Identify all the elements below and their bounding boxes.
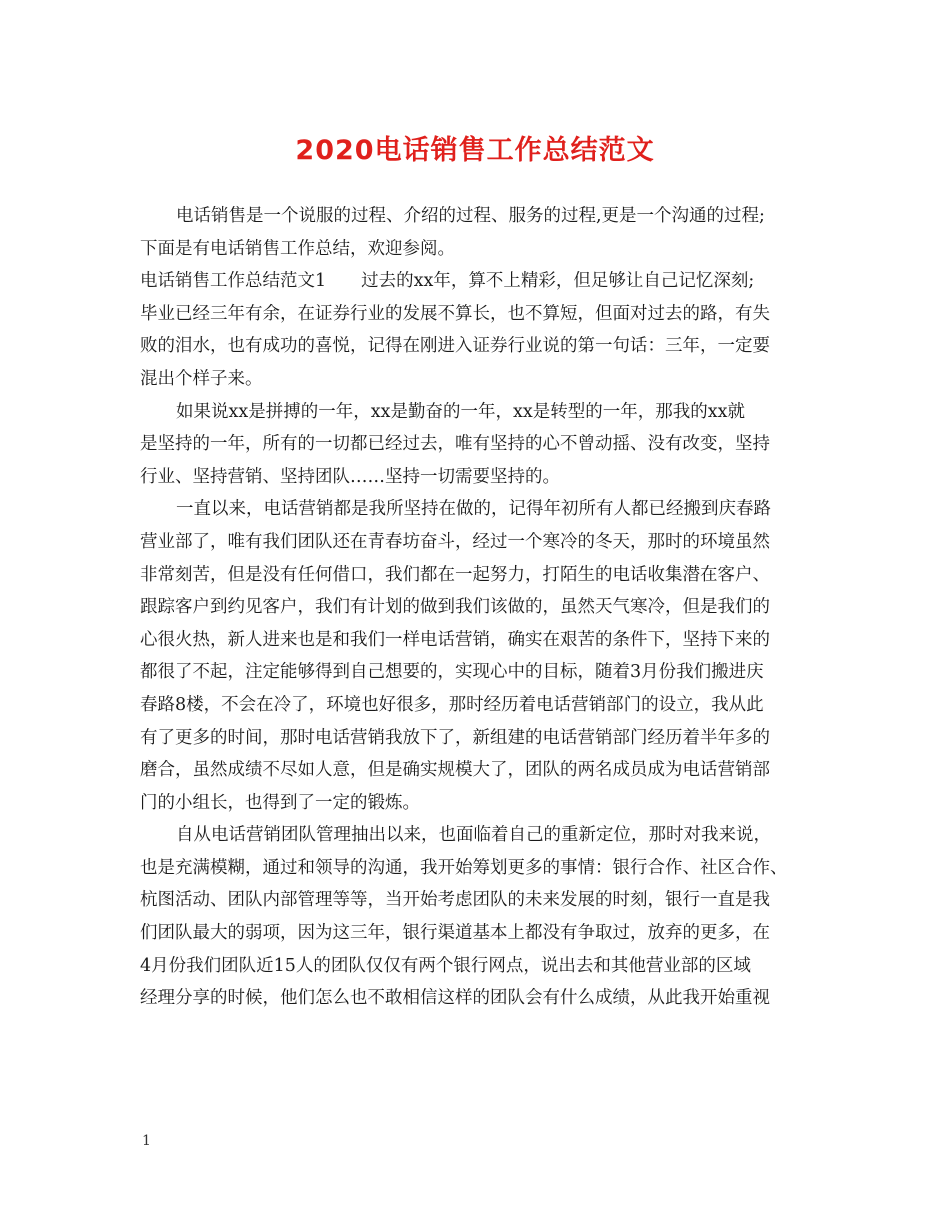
text-line: 杭图活动、团队内部管理等等，当开始考虑团队的未来发展的时刻，银行一直是我 <box>140 890 770 911</box>
text-line: 们团队最大的弱项，因为这三年，银行渠道基本上都没有争取过，放弃的更多，在 <box>140 923 770 944</box>
text-line: 心很火热，新人进来也是和我们一样电话营销，确实在艰苦的条件下，坚持下来的 <box>140 629 770 650</box>
text-line: 自从电话营销团队管理抽出以来，也面临着自己的重新定位，那时对我来说， <box>176 825 771 846</box>
text-line: 4月份我们团队近15人的团队仅仅有两个银行网点，说出去和其他营业部的区域 <box>140 955 751 976</box>
text-line: 非常刻苦，但是没有任何借口，我们都在一起努力，打陌生的电话收集潜在客户、 <box>140 564 770 585</box>
text-line: 电话销售是一个说服的过程、介绍的过程、服务的过程,更是一个沟通的过程; <box>176 206 765 226</box>
text-line: 混出个样子来。 <box>140 368 263 389</box>
text-line: 都很了不起，注定能够得到自己想要的，实现心中的目标，随着3月份我们搬进庆 <box>140 662 764 683</box>
document-body <box>140 200 830 1015</box>
text-line: 经理分享的时候，他们怎么也不敢相信这样的团队会有什么成绩，从此我开始重视 <box>140 988 770 1009</box>
text-line: 下面是有电话销售工作总结，欢迎参阅。 <box>140 238 455 259</box>
text-line: 电话销售工作总结范文1 过去的xx年，算不上精彩，但足够让自己记忆深刻; <box>140 271 755 292</box>
document-title: 2020电话销售工作总结范文 <box>295 135 655 166</box>
text-line: 磨合，虽然成绩不尽如人意，但是确实规模大了，团队的两名成员成为电话营销部 <box>140 760 770 781</box>
text-line: 如果说xx是拼搏的一年，xx是勤奋的一年，xx是转型的一年，那我的xx就 <box>176 401 745 422</box>
text-line: 春路8楼，不会在冷了，环境也好很多，那时经历着电话营销部门的设立，我从此 <box>140 694 764 715</box>
text-line: 一直以来，电话营销都是我所坚持在做的，记得年初所有人都已经搬到庆春路 <box>176 499 771 520</box>
text-line: 行业、坚持营销、坚持团队……坚持一切需要坚持的。 <box>140 466 560 487</box>
text-line: 营业部了，唯有我们团队还在青春坊奋斗，经过一个寒冷的冬天，那时的环境虽然 <box>140 531 770 552</box>
text-line: 也是充满模糊，通过和领导的沟通，我开始筹划更多的事情：银行合作、社区合作、 <box>140 857 788 878</box>
text-line: 是坚持的一年，所有的一切都已经过去，唯有坚持的心不曾动摇、没有改变，坚持 <box>140 434 770 455</box>
page-number: 1 <box>142 1133 151 1149</box>
text-line: 跟踪客户到约见客户，我们有计划的做到我们该做的，虽然天气寒冷，但是我们的 <box>140 597 770 618</box>
text-line: 败的泪水，也有成功的喜悦，记得在刚进入证券行业说的第一句话：三年，一定要 <box>140 336 770 357</box>
text-line: 门的小组长，也得到了一定的锻炼。 <box>140 792 420 813</box>
text-line: 毕业已经三年有余，在证券行业的发展不算长，也不算短，但面对过去的路，有失 <box>140 303 770 324</box>
text-line: 有了更多的时间，那时电话营销我放下了，新组建的电话营销部门经历着半年多的 <box>140 727 770 748</box>
